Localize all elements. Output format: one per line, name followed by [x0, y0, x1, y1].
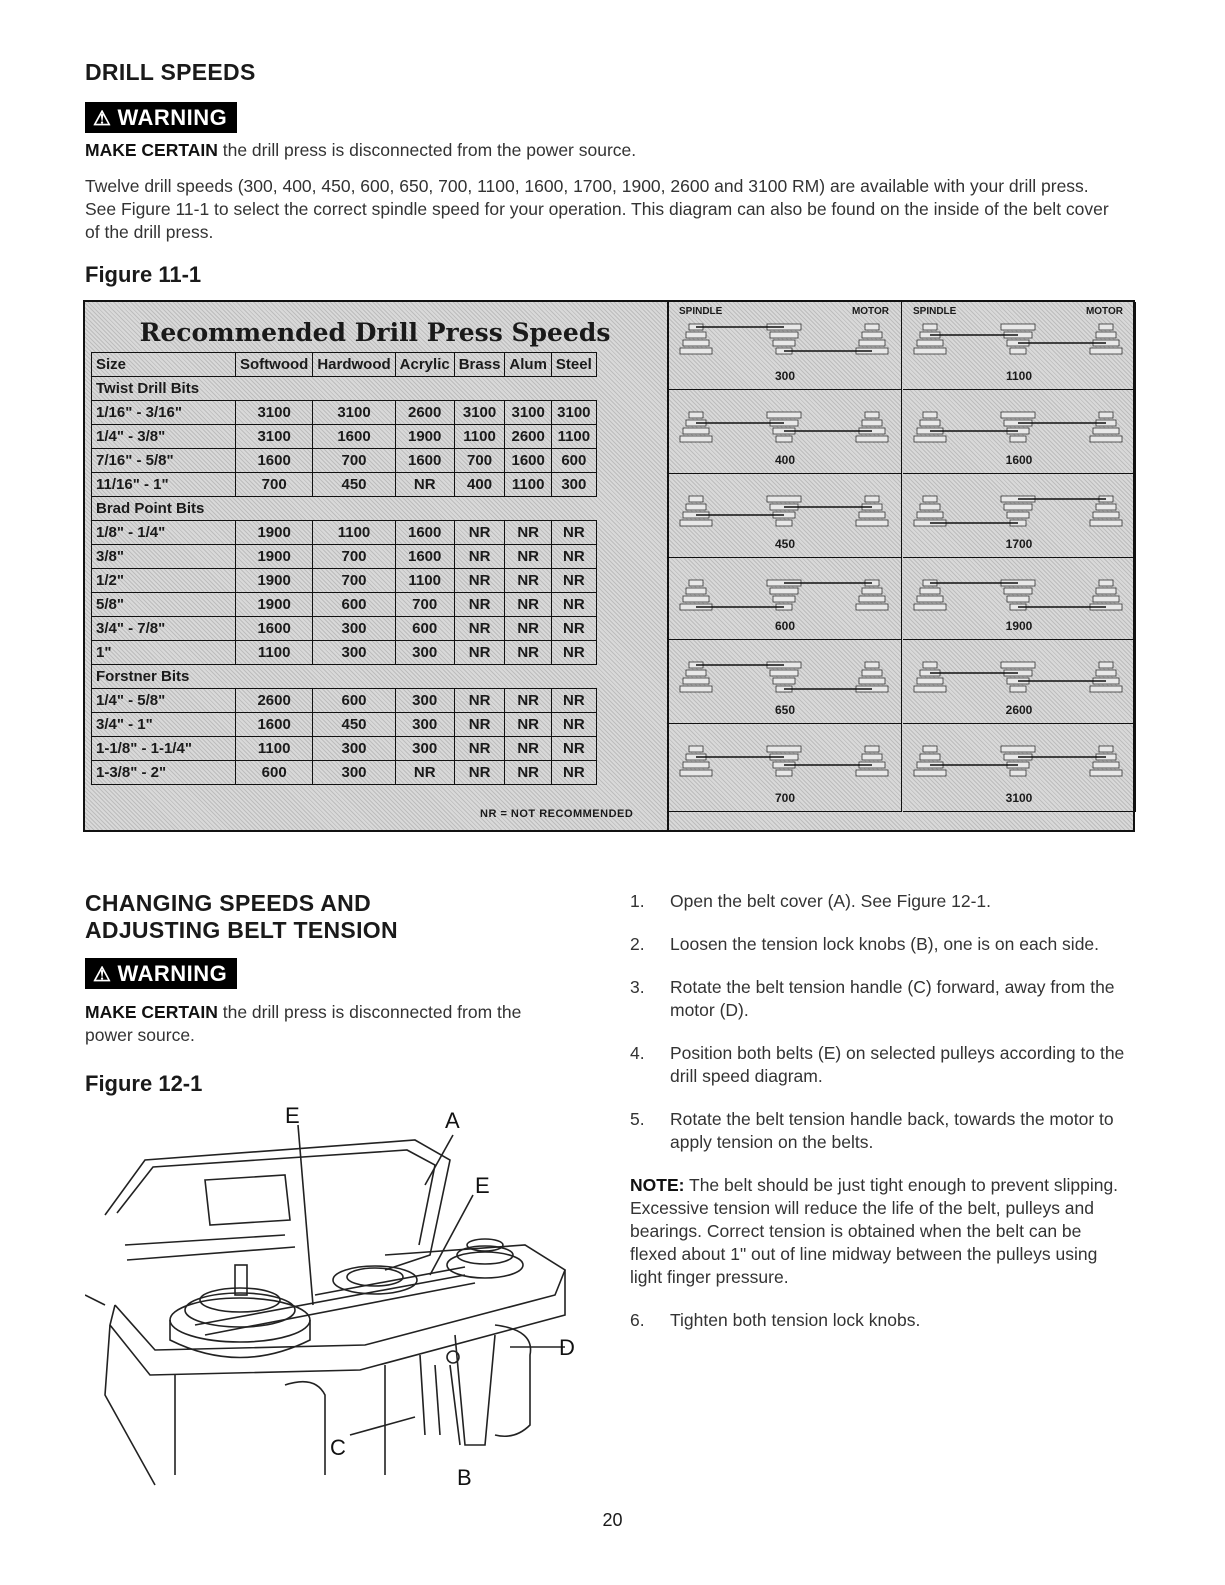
step-text: Rotate the belt tension handle back, towards the motor to apply tension on the belts.: [670, 1109, 1114, 1152]
column-header: Brass: [454, 353, 505, 377]
speed-cell: NR: [551, 617, 596, 641]
pulley-speed-label: 1600: [1005, 453, 1033, 467]
speed-cell: NR: [551, 737, 596, 761]
pulley-speed-label: 650: [774, 703, 796, 717]
pulley-stack-icon: [674, 738, 896, 786]
speed-cell: NR: [505, 713, 552, 737]
warning-text-2: WARNING: [117, 961, 228, 986]
size-cell: 1/16" - 3/16": [92, 401, 236, 425]
speed-cell: 1100: [505, 473, 552, 497]
step-number: 6.: [630, 1310, 645, 1330]
pulley-speed-label: 1900: [1005, 619, 1033, 633]
speed-cell: NR: [551, 593, 596, 617]
speed-cell: 600: [313, 593, 395, 617]
figure-11-1-label: Figure 11-1: [85, 262, 202, 287]
make-certain-text: [85, 139, 1135, 162]
step-number: 4.: [630, 1043, 645, 1063]
speed-cell: 1900: [236, 521, 313, 545]
speed-cell: NR: [551, 713, 596, 737]
step-text: Loosen the tension lock knobs (B), one is on each side.: [670, 934, 1100, 954]
speed-cell: 300: [395, 737, 454, 761]
speed-cell: 1600: [236, 449, 313, 473]
speed-cell: NR: [551, 689, 596, 713]
pulley-speed-label: 1100: [1005, 369, 1033, 383]
speed-cell: 3100: [236, 401, 313, 425]
pulley-cell: [669, 640, 902, 724]
speed-cell: NR: [505, 761, 552, 785]
motor-header: MOTOR: [1085, 306, 1123, 317]
speed-cell: 700: [313, 449, 395, 473]
table-row: [92, 425, 597, 449]
make-certain-rest-2: the drill press is disconnected from the power source.: [85, 1002, 522, 1045]
pulley-cell: [669, 474, 902, 558]
speed-table: [91, 352, 597, 785]
speed-cell: 2600: [236, 689, 313, 713]
pulley-speed-label: 700: [774, 791, 796, 805]
speed-cell: 3100: [313, 401, 395, 425]
pulley-speed-label: 1700: [1005, 537, 1033, 551]
spindle-header: SPINDLE: [913, 306, 957, 317]
speed-cell: 300: [395, 641, 454, 665]
pulley-speed-label: 2600: [1005, 703, 1033, 717]
speed-cell: NR: [505, 737, 552, 761]
size-cell: 3/4" - 7/8": [92, 617, 236, 641]
list-item: [630, 1309, 1130, 1332]
speed-cell: NR: [454, 569, 505, 593]
make-certain-rest: the drill press is disconnected from the power source.: [217, 140, 637, 160]
step-number: 3.: [630, 977, 645, 997]
speed-cell: 450: [313, 713, 395, 737]
speed-cell: 1600: [236, 617, 313, 641]
warning-triangle-icon: ⚠: [93, 107, 112, 130]
speed-cell: NR: [505, 641, 552, 665]
pulley-cell: [669, 724, 902, 812]
pulley-cell: [903, 640, 1136, 724]
speed-cell: 300: [551, 473, 596, 497]
speed-cell: 1100: [313, 521, 395, 545]
table-row: [92, 617, 597, 641]
speed-cell: NR: [505, 545, 552, 569]
pulley-stack-icon: [908, 316, 1130, 364]
speed-cell: 300: [395, 689, 454, 713]
speed-cell: 700: [454, 449, 505, 473]
speed-cell: NR: [505, 617, 552, 641]
heading-line-1: CHANGING SPEEDS AND: [85, 890, 371, 916]
speed-cell: 3100: [454, 401, 505, 425]
group-row: [92, 497, 597, 521]
speed-cell: NR: [454, 761, 505, 785]
pulley-stack-icon: [908, 488, 1130, 536]
group-name: Twist Drill Bits: [92, 377, 597, 401]
pulley-stack-icon: [674, 572, 896, 620]
speed-cell: 1600: [236, 713, 313, 737]
heading-line-2: ADJUSTING BELT TENSION: [85, 917, 398, 943]
pulley-cell: [669, 558, 902, 640]
speed-cell: NR: [454, 737, 505, 761]
step-text: Tighten both tension lock knobs.: [670, 1310, 921, 1330]
speed-cell: 2600: [395, 401, 454, 425]
table-row: [92, 401, 597, 425]
table-row: [92, 737, 597, 761]
speed-cell: 1900: [236, 593, 313, 617]
speed-cell: NR: [454, 521, 505, 545]
speed-cell: NR: [551, 545, 596, 569]
warning-label-2: [85, 958, 237, 989]
speed-cell: 1900: [236, 569, 313, 593]
pulley-stack-icon: [908, 738, 1130, 786]
speed-cell: 600: [236, 761, 313, 785]
speed-cell: 1600: [395, 449, 454, 473]
speed-cell: NR: [454, 641, 505, 665]
table-row: [92, 569, 597, 593]
size-cell: 1/2": [92, 569, 236, 593]
steps-list: [630, 890, 1130, 1154]
speed-cell: 600: [551, 449, 596, 473]
make-certain-text-2: [85, 1001, 555, 1047]
pulley-stack-icon: [908, 404, 1130, 452]
size-cell: 1/4" - 3/8": [92, 425, 236, 449]
step-text: Rotate the belt tension handle (C) forward, away from the motor (D).: [670, 977, 1115, 1020]
group-row: [92, 377, 597, 401]
make-certain-bold-2: MAKE CERTAIN: [85, 1002, 218, 1022]
size-cell: 1/8" - 1/4": [92, 521, 236, 545]
section-heading-drill-speeds: DRILL SPEEDS: [85, 59, 256, 85]
step-text: Position both belts (E) on selected pulleys according to the drill speed diagram.: [670, 1043, 1125, 1086]
speed-cell: 1100: [395, 569, 454, 593]
callout-d: D: [559, 1335, 575, 1360]
speed-cell: NR: [454, 689, 505, 713]
column-header: Softwood: [236, 353, 313, 377]
speed-cell: 450: [313, 473, 395, 497]
pulley-stack-icon: [674, 654, 896, 702]
speed-cell: NR: [551, 641, 596, 665]
speed-cell: 3100: [551, 401, 596, 425]
pulley-speed-label: 400: [774, 453, 796, 467]
figure-12-1-label: Figure 12-1: [85, 1071, 203, 1096]
speed-cell: 300: [313, 641, 395, 665]
make-certain-bold: MAKE CERTAIN: [85, 140, 218, 160]
pulley-cell: [903, 474, 1136, 558]
table-row: [92, 545, 597, 569]
step-number: 2.: [630, 934, 645, 954]
pulley-stack-icon: [908, 654, 1130, 702]
callout-e1: E: [285, 1103, 300, 1128]
list-item: [630, 890, 1130, 913]
section-heading-changing-speeds: [85, 890, 398, 944]
callout-b: B: [457, 1465, 472, 1490]
table-row: [92, 689, 597, 713]
speed-cell: 700: [313, 569, 395, 593]
column-header: Acrylic: [395, 353, 454, 377]
table-row: [92, 521, 597, 545]
speed-cell: NR: [454, 545, 505, 569]
speed-cell: 1900: [395, 425, 454, 449]
pulley-cell: [903, 302, 1136, 390]
speed-cell: 1100: [236, 641, 313, 665]
table-header-row: [92, 353, 597, 377]
table-row: [92, 449, 597, 473]
pulley-stack-icon: [674, 404, 896, 452]
pulley-cell: [669, 390, 902, 474]
size-cell: 11/16" - 1": [92, 473, 236, 497]
warning-triangle-icon: ⚠: [93, 963, 112, 986]
speed-cell: 1900: [236, 545, 313, 569]
callout-e2: E: [475, 1173, 490, 1198]
pulley-stack-icon: [674, 488, 896, 536]
pulley-stack-icon: [674, 316, 896, 364]
speed-cell: 300: [313, 617, 395, 641]
speed-cell: NR: [551, 569, 596, 593]
speed-cell: 3100: [236, 425, 313, 449]
column-header: Size: [92, 353, 236, 377]
speed-table-title: Recommended Drill Press Speeds: [139, 318, 611, 347]
speed-cell: 1100: [551, 425, 596, 449]
note-bold: NOTE:: [630, 1175, 685, 1195]
motor-header: MOTOR: [851, 306, 889, 317]
callout-a: A: [445, 1108, 460, 1133]
speed-cell: NR: [454, 593, 505, 617]
group-name: Forstner Bits: [92, 665, 597, 689]
pulley-speed-label: 600: [774, 619, 796, 633]
speed-cell: NR: [505, 593, 552, 617]
size-cell: 1": [92, 641, 236, 665]
speed-cell: 300: [395, 713, 454, 737]
speed-cell: 400: [454, 473, 505, 497]
speed-cell: NR: [551, 761, 596, 785]
steps-column: [630, 890, 1130, 1352]
size-cell: 3/4" - 1": [92, 713, 236, 737]
speed-cell: 1600: [395, 521, 454, 545]
speed-cell: 2600: [505, 425, 552, 449]
speed-cell: 600: [313, 689, 395, 713]
pulley-cell: [903, 558, 1136, 640]
speed-cell: NR: [505, 569, 552, 593]
speed-cell: 1100: [236, 737, 313, 761]
size-cell: 7/16" - 5/8": [92, 449, 236, 473]
group-row: [92, 665, 597, 689]
list-item: [630, 976, 1130, 1022]
speed-cell: NR: [505, 521, 552, 545]
pulley-cell: [669, 302, 902, 390]
warning-label: [85, 102, 237, 133]
nr-note: NR = NOT RECOMMENDED: [480, 808, 634, 820]
drill-speed-figure: [83, 300, 1135, 832]
speed-cell: 1600: [313, 425, 395, 449]
size-cell: 5/8": [92, 593, 236, 617]
size-cell: 1-1/8" - 1-1/4": [92, 737, 236, 761]
speed-cell: NR: [505, 689, 552, 713]
speed-cell: 300: [313, 761, 395, 785]
speed-cell: 1600: [505, 449, 552, 473]
table-row: [92, 593, 597, 617]
callout-c: C: [330, 1435, 346, 1460]
size-cell: 1/4" - 5/8": [92, 689, 236, 713]
speed-cell: 300: [313, 737, 395, 761]
note-text: The belt should be just tight enough to prevent slipping. Excessive tension will reduce the life of the belt, pulleys and bearings. Correct tension is obtained when the belt can be flexed about 1" out of line midway between the pulleys using light finger pressure.: [630, 1175, 1119, 1287]
step-6-list: [630, 1309, 1130, 1332]
speed-cell: 700: [395, 593, 454, 617]
pulley-diagram-panel: [667, 302, 1137, 830]
pulley-speed-label: 450: [774, 537, 796, 551]
speed-cell: NR: [454, 713, 505, 737]
table-row: [92, 641, 597, 665]
step-number: 5.: [630, 1109, 645, 1129]
speed-cell: NR: [454, 617, 505, 641]
pulley-cell: [903, 724, 1136, 812]
column-header: Hardwood: [313, 353, 395, 377]
pulley-stack-icon: [908, 572, 1130, 620]
speed-cell: NR: [551, 521, 596, 545]
speed-cell: 3100: [505, 401, 552, 425]
size-cell: 1-3/8" - 2": [92, 761, 236, 785]
column-header: Alum: [505, 353, 552, 377]
list-item: [630, 1108, 1130, 1154]
step-number: 1.: [630, 891, 645, 911]
warning-text: WARNING: [117, 105, 228, 130]
spindle-header: SPINDLE: [679, 306, 723, 317]
column-header: Steel: [551, 353, 596, 377]
list-item: [630, 1042, 1130, 1088]
pulley-speed-label: 300: [774, 369, 796, 383]
pulley-cell: [903, 390, 1136, 474]
list-item: [630, 933, 1130, 956]
pulley-speed-label: 3100: [1005, 791, 1033, 805]
group-name: Brad Point Bits: [92, 497, 597, 521]
speed-cell: 1100: [454, 425, 505, 449]
speed-cell: NR: [395, 761, 454, 785]
size-cell: 3/8": [92, 545, 236, 569]
step-text: Open the belt cover (A). See Figure 12-1.: [670, 891, 991, 911]
intro-paragraph: Twelve drill speeds (300, 400, 450, 600, 650, 700, 1100, 1600, 1700, 1900, 2600 and 3100 RM) are available with your drill press. See Figure 11-1 to select the correct spindle speed for your operation. This diagram can also be found on the inside of the belt cover of the drill press.: [85, 176, 1109, 242]
belt-cover-illustration: [85, 1095, 595, 1495]
speed-cell: 700: [313, 545, 395, 569]
speed-cell: 1600: [395, 545, 454, 569]
belt-note: [630, 1174, 1130, 1289]
table-row: [92, 713, 597, 737]
speed-cell: NR: [395, 473, 454, 497]
speed-cell: 600: [395, 617, 454, 641]
table-row: [92, 761, 597, 785]
speed-cell: 700: [236, 473, 313, 497]
table-row: [92, 473, 597, 497]
page-number: 20: [602, 1510, 623, 1530]
